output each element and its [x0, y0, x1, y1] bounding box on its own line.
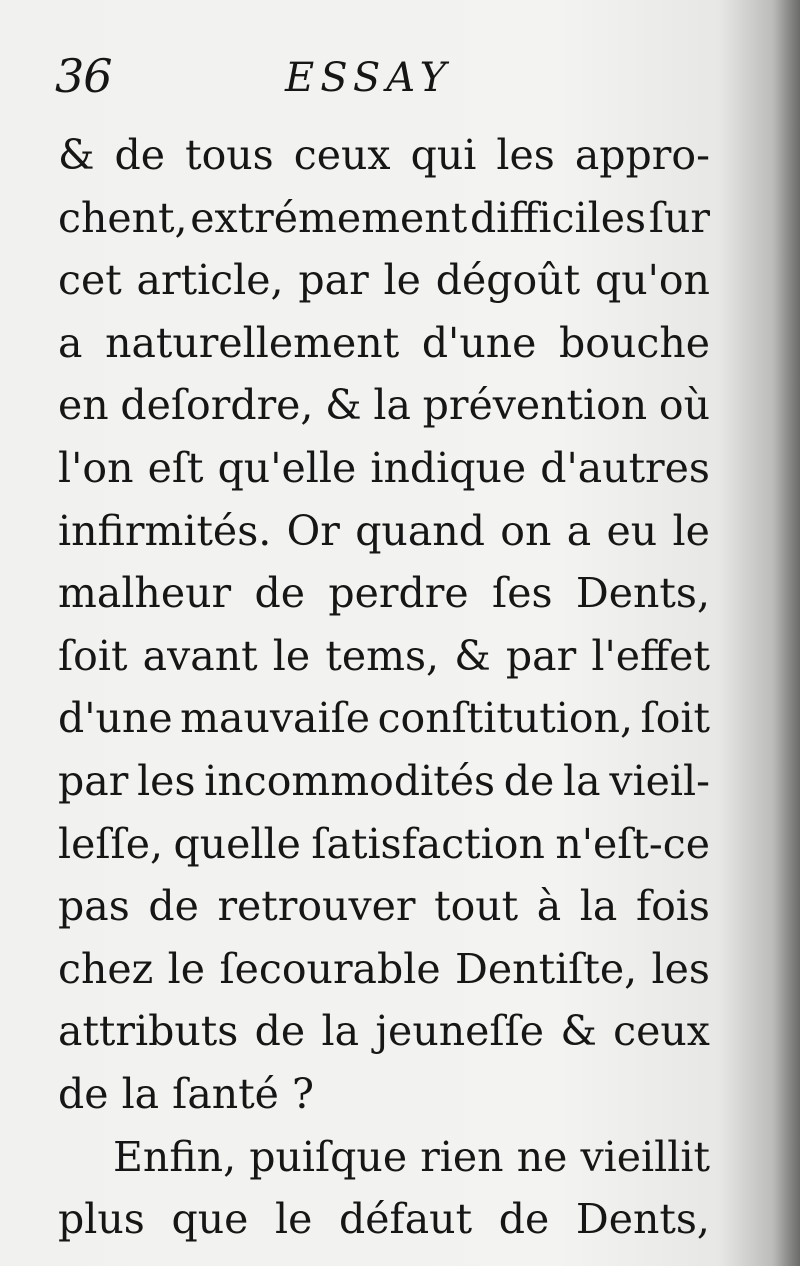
text-line: ſoit avant le tems, & par l'effet — [58, 631, 710, 680]
text-line: chez le ſecourable Dentiſte, les — [58, 944, 710, 993]
page-number: 36 — [55, 49, 112, 103]
text-line: l'on eſt qu'elle indique d'autres — [58, 443, 710, 492]
text-line: cet article, par le dégoût qu'on — [58, 256, 710, 305]
page-header — [55, 48, 715, 108]
text-line: a naturellement d'une bouche — [58, 318, 710, 367]
text-line: plus que le défaut de Dents, — [58, 1195, 710, 1244]
text-line: attributs de la jeuneſſe & ceux — [58, 1007, 710, 1056]
text-line: en deſordre, & la prévention où — [58, 381, 710, 430]
text-line: leſſe, quelle ſatisfaction n'eſt-ce — [58, 819, 710, 868]
text-line: & de tous ceux qui les appro- — [58, 131, 710, 179]
text-line: d'une mauvaiſe conſtitution, ſoit — [58, 694, 710, 743]
text-line: pas de retrouver tout à la fois — [58, 882, 710, 931]
text-line: Enfin, puiſque rien ne vieillit — [113, 1132, 710, 1181]
text-line: malheur de perdre ſes Dents, — [58, 569, 710, 618]
text-line: par les incommodités de la vieil- — [58, 756, 710, 805]
text-line: infirmités. Or quand on a eu le — [58, 506, 710, 555]
running-title: ESSAY — [285, 55, 452, 101]
gutter-shadow — [772, 0, 800, 1266]
text-line: de la ſanté ? — [58, 1069, 314, 1118]
text-line: chent, extrémement difficiles ſur — [58, 193, 710, 242]
body-text — [58, 124, 710, 1251]
